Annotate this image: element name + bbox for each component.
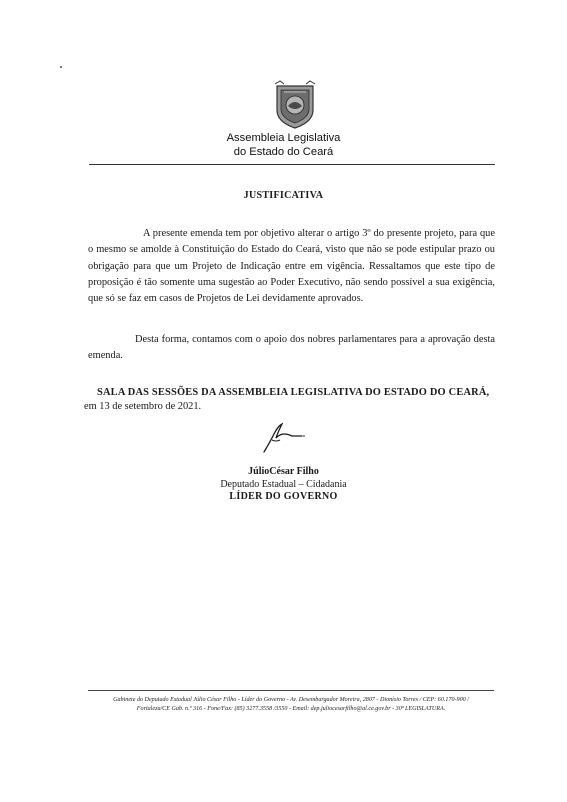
footer-divider	[88, 690, 494, 691]
footer-line1: Gabinete do Deputado Estadual Júlio César Filho - Líder do Governo - Av. Desembargador Moreira, 2807 - Dionísio Torres / CEP: 60.170-900 /	[113, 697, 469, 703]
document-title: JUSTIFICATIVA	[243, 190, 324, 201]
handwritten-signature	[258, 420, 308, 456]
signer-name: JúlioCésar Filho	[248, 466, 319, 477]
org-name-line1: Assembleia Legislativa	[226, 132, 341, 144]
footer-address	[86, 696, 496, 713]
signer-leadership: LÍDER DO GOVERNO	[229, 491, 338, 502]
coat-of-arms-icon	[272, 80, 318, 130]
closing-caps: SALA DAS SESSÕES DA ASSEMBLEIA LEGISLATIVA DO ESTADO DO CEARÁ,	[97, 387, 490, 398]
paragraph-support-request: Desta forma, contamos com o apoio dos nobres parlamentares para a aprovação desta emenda.	[88, 334, 495, 362]
closing-date: em 13 de setembro de 2021.	[84, 401, 202, 412]
header-divider	[89, 164, 495, 165]
signer-role: Deputado Estadual – Cidadania	[220, 479, 347, 490]
closing-statement	[84, 386, 496, 414]
paragraph-justification: A presente emenda tem por objetivo alterar o artigo 3º do presente projeto, para que o mesmo se amolde à Constituição do Estado do Ceará, visto que não se pode estipular prazo ou obrigação para que um Projeto de Indicação entre em vigência. Ressaltamos que este tipo de proposição é tão somente uma sugestão ao Poder Executivo, não sendo possível a sua exigência, que só se faz em casos de Projetos de Lei devidamente aprovados.	[88, 228, 495, 305]
footer-line2: Fortaleza/CE Gab. n.º 316 - Fone/Fax: (85) 3277.3558 /3550 - Email: dep.juliocesarfilho@al.ce.gov.br - 30ª LEGISLATURA.	[136, 705, 446, 712]
scan-speck	[60, 66, 62, 68]
org-name-line2: do Estado do Ceará	[233, 146, 334, 158]
